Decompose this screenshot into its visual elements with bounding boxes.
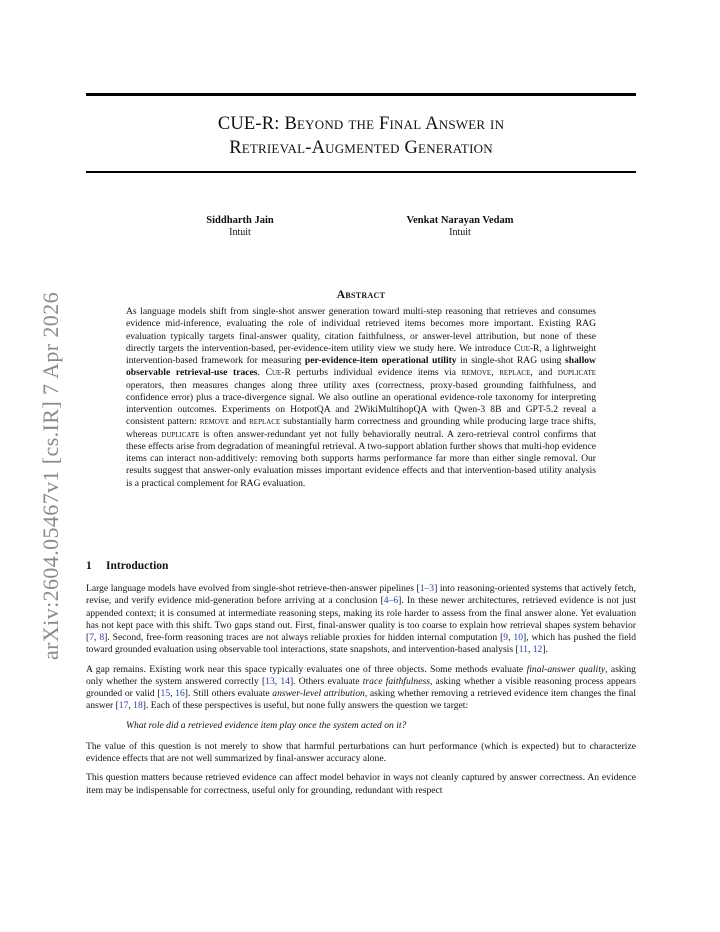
citation-link[interactable]: 10 <box>513 632 524 643</box>
citation-link[interactable]: 16 <box>175 688 185 699</box>
author-name: Venkat Narayan Vedam <box>406 215 514 226</box>
operator-duplicate: duplicate <box>557 367 597 379</box>
section-number: 1 <box>86 560 92 572</box>
section-title: Introduction <box>106 560 169 572</box>
paragraph-3: The value of this question is not merely to show that harmful perturbations can hurt performance (which is expected) but to characterize evidence effects that are not well summarized by final-answer accuracy alone. <box>86 740 636 764</box>
author-affiliation: Intuit <box>229 227 251 238</box>
abstract-heading: Abstract <box>336 289 386 301</box>
citation-link[interactable]: 13 <box>265 675 275 687</box>
bold-phrase: shallow observable retrieval-use traces <box>126 355 596 379</box>
citation-link[interactable]: 11 <box>518 644 528 656</box>
paragraph-2: A gap remains. Existing work near this space typically evaluates one of three objects. Some methods evaluate final-answer quality, asking only whether the system answered correctly [13, 14]. Others evaluate trace faithfulness, asking whether a visible reasoning process appears grounded or valid [15, 16]. Still others evaluate answer-level attribution, asking whether removing a retrieved evidence item changes the final answer [17, 18]. Each of these perspectives is useful, but none fully answers the question we target: <box>86 663 637 712</box>
title-line-1: CUE-R: Beyond the Final Answer in <box>217 114 505 134</box>
italic-term: answer-level attribution <box>272 688 365 699</box>
introduction-body <box>86 583 636 804</box>
citation-link[interactable]: 14 <box>280 675 290 687</box>
citation-link[interactable]: 7 <box>89 632 94 643</box>
citation-link[interactable]: 8 <box>99 632 105 643</box>
author-1 <box>140 215 340 239</box>
citation-link[interactable]: 12 <box>532 644 543 656</box>
author-affiliation: Intuit <box>449 227 471 238</box>
arxiv-stamp[interactable]: arXiv:2604.05467v1 [cs.IR] 7 Apr 2026 <box>38 292 63 660</box>
italic-term: final-answer quality <box>526 663 606 675</box>
citation-link[interactable]: 17 <box>118 700 129 712</box>
title-rule-bottom <box>86 171 636 173</box>
section-heading-introduction <box>86 560 168 572</box>
paragraph-1: Large language models have evolved from single-shot retrieve-then-answer pipelines [1–3] into reasoning-oriented systems that actively fetch, revise, and verify evidence mid-generation before arriving at a conclusion [4–6]. In these newer architectures, retrieved evidence is not just appended context; it is consumed at intermediate reasoning steps, making its role harder to assess from the final answer alone. Yet evaluation has not kept pace with this shift. Two gaps stand out. First, final-answer quality is too coarse to explain how retrieval shapes system behavior [7, 8]. Second, free-form reasoning traces are not always reliable proxies for hidden internal computation [9, 10], which has pushed the field toward grounded evaluation using observable tool interactions, state snapshots, and intervention-based analysis [11, 12]. <box>86 583 637 656</box>
author-2 <box>360 215 560 239</box>
operator-replace: replace <box>499 367 531 379</box>
method-name: Cue-R <box>265 367 291 379</box>
title-rule-top <box>86 93 636 96</box>
paragraph-4: This question matters because retrieved evidence can affect model behavior in ways not cleanly captured by answer correctness. An evidence item may be indispensable for correctness, useful only for grounding, redundant with respect <box>86 772 636 796</box>
operator-replace: replace <box>249 416 281 428</box>
title-line-2: Retrieval-Augmented Generation <box>229 138 493 158</box>
italic-term: trace faithfulness <box>362 675 430 687</box>
abstract-text: As language models shift from single-shot answer generation toward multi-step reasoning that retrieves and consumes evidence mid-inference, evaluating the role of individual retrieved items becomes more important. Existing RAG evaluation typically targets final-answer quality, citation faithfulness, or answer-level attribution, but none of these directly targets the intervention-based, per-evidence-item utility view we study here. We introduce Cue-R, a lightweight intervention-based framework for measuring per-evidence-item operational utility in single-shot RAG using shallow observable retrieval-use traces. Cue-R perturbs individual evidence items via remove, replace, and duplicate operators, then measures changes along three utility axes (correctness, proxy-based grounding faithfulness, and confidence error) plus a trace-divergence signal. We also outline an operational evidence-role taxonomy for interpreting intervention outcomes. Experiments on HotpotQA and 2WikiMultihopQA with Qwen-3 8B and GPT-5.2 reveal a consistent pattern: remove and replace substantially harm correctness and grounding while producing large trace shifts, whereas duplicate is often answer-redundant yet not fully behaviorally neutral. A zero-retrieval control confirms that these effects arise from degradation of meaningful retrieval. A two-support ablation further shows that multi-hop evidence items can interact non-additively: removing both supports harms performance far more than either single removal. Our results suggest that answer-only evaluation misses important evidence effects and that intervention-based utility analysis is a practical complement for RAG evaluation. <box>126 306 597 489</box>
citation-link[interactable]: 1–3 <box>419 583 435 594</box>
paper-title <box>86 112 636 160</box>
citation-link[interactable]: 18 <box>133 700 143 712</box>
method-name: Cue-R <box>514 342 540 354</box>
operator-remove: remove <box>199 416 230 428</box>
citation-link[interactable]: 4–6 <box>383 595 399 607</box>
citation-link[interactable]: 15 <box>160 688 171 699</box>
bold-phrase: per-evidence-item operational utility <box>304 355 457 366</box>
author-name: Siddharth Jain <box>206 215 274 226</box>
operator-remove: remove <box>461 367 492 379</box>
research-question: What role did a retrieved evidence item play once the system acted on it? <box>126 719 407 731</box>
operator-duplicate: duplicate <box>161 428 200 440</box>
citation-link[interactable]: 9 <box>503 632 509 643</box>
